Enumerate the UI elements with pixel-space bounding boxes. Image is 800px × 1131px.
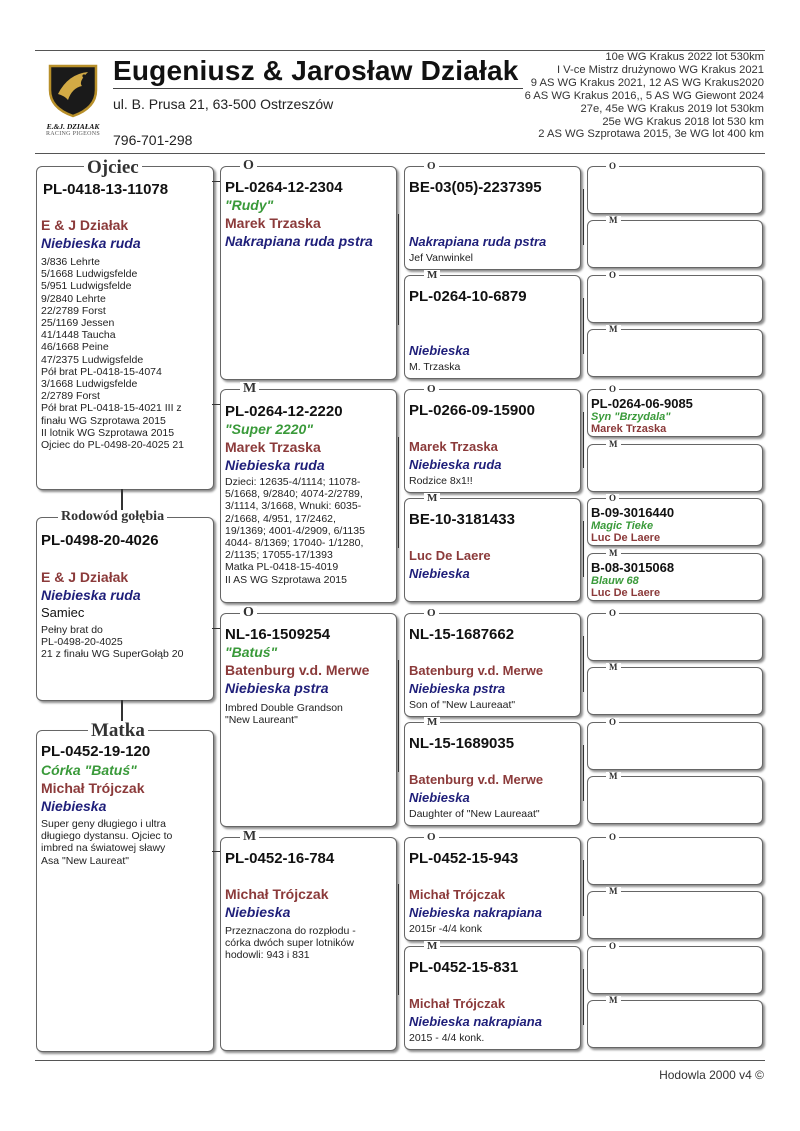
- tab-dam: M: [606, 663, 621, 672]
- mother-nick: Córka "Batuś": [41, 762, 137, 778]
- bracket-line: [583, 521, 584, 577]
- ancestor-card[interactable]: [587, 946, 763, 994]
- tab-dam: M: [606, 996, 621, 1005]
- mother-tab: Matka: [88, 721, 148, 740]
- note: Son of "New Laureaat": [409, 699, 516, 711]
- note: 2015r -4/4 konk: [409, 923, 482, 935]
- logo-subtext: RACING PIGEONS: [45, 131, 101, 137]
- owner-name: Eugeniusz & Jarosław Działak: [113, 55, 519, 86]
- nickname: "Rudy": [225, 197, 274, 213]
- pedigree-card[interactable]: [404, 837, 581, 941]
- plumage-color: Niebieska pstra: [409, 681, 506, 696]
- ring-number: PL-0264-12-2304: [225, 179, 343, 196]
- mother-notes: Super geny długiego i ultra długiego dystansu. Ojciec to imbred na światowej sławy Asa "New Laureat": [41, 818, 173, 867]
- granddam-maternal-card[interactable]: [220, 837, 397, 1051]
- plumage-color: Nakrapiana ruda pstra: [409, 234, 547, 249]
- bracket-line: [398, 660, 399, 772]
- father-card[interactable]: [36, 166, 214, 490]
- tab-dam: M: [240, 830, 259, 844]
- pedigree-card[interactable]: [404, 613, 581, 717]
- bracket-line: [583, 745, 584, 801]
- pedigree-card[interactable]: [404, 722, 581, 826]
- tab-sire: O: [606, 162, 619, 171]
- notes: Przeznaczona do rozpłodu - córka dwóch super lotników hodowli: 943 i 831: [225, 925, 356, 962]
- ring-number: NL-16-1509254: [225, 626, 331, 643]
- breeder: Michał Trójczak: [409, 887, 506, 902]
- breeder: Batenburg v.d. Merwe: [409, 663, 544, 678]
- tab-dam: M: [240, 382, 259, 396]
- nickname: Blauw 68: [591, 575, 639, 587]
- tab-dam: M: [606, 887, 621, 896]
- achievement-line: 6 AS WG Krakus 2016,, 5 AS WG Giewont 2024: [524, 89, 764, 102]
- pedigree-card[interactable]: [404, 275, 581, 379]
- tab-dam: M: [424, 270, 440, 281]
- nickname: Syn "Brzydala": [591, 411, 671, 423]
- ring-number: BE-10-3181433: [409, 511, 515, 528]
- father-color: Niebieska ruda: [41, 235, 141, 251]
- ring-number: B-09-3016440: [591, 505, 675, 520]
- notes: Dzieci: 12635-4/1114; 11078- 5/1668, 9/2840; 4074-2/2789, 3/1114, 3/1668, Wnuki: 6035- 2/1668, 4/951, 17/2462, 19/1369; 4001-4/2909, 6/1135 4044- 8/1369; 17040- 1/1280, 2/1135; 17055-17/1393 Matka PL-0418-15-4019 II AS WG Szprotawa 2015: [225, 476, 365, 586]
- ring-number: NL-15-1687662: [409, 626, 515, 643]
- ring-number: PL-0264-10-6879: [409, 288, 527, 305]
- breeder: Batenburg v.d. Merwe: [409, 772, 544, 787]
- ancestor-card[interactable]: [587, 837, 763, 885]
- tick: [212, 404, 220, 405]
- footer-text: Hodowla 2000 v4 ©: [659, 1068, 764, 1082]
- achievement-line: 2 AS WG Szprotawa 2015, 3e WG lot 400 km: [538, 128, 764, 141]
- name-underline: [113, 88, 523, 89]
- bracket-line: [583, 412, 584, 468]
- tab-sire: O: [606, 271, 619, 280]
- breeder: Michał Trójczak: [225, 886, 329, 902]
- tab-dam: M: [606, 772, 621, 781]
- ancestor-card[interactable]: [587, 722, 763, 770]
- bracket-line: [398, 437, 399, 548]
- achievement-line: 27e, 45e WG Krakus 2019 lot 530km: [580, 102, 764, 115]
- notes: Imbred Double Grandson "New Laureant": [225, 702, 343, 727]
- ancestor-card[interactable]: [587, 444, 763, 492]
- subject-tab: Rodowód gołębia: [58, 510, 167, 524]
- bracket-line: [583, 969, 584, 1025]
- ancestor-card[interactable]: [587, 776, 763, 824]
- ancestor-card[interactable]: [587, 166, 763, 214]
- plumage-color: Niebieska nakrapiana: [409, 905, 542, 920]
- father-ring: PL-0418-13-11078: [43, 181, 169, 198]
- breeder: Marek Trzaska: [591, 423, 667, 435]
- tab-dam: M: [606, 440, 621, 449]
- subject-notes: Pełny brat do PL-0498-20-4025 21 z finału WG SuperGołąb 20: [41, 624, 184, 661]
- subject-sex: Samiec: [41, 605, 85, 620]
- footer-rule: [35, 1060, 765, 1061]
- tab-sire: O: [606, 718, 619, 727]
- tab-sire: O: [424, 608, 439, 619]
- plumage-color: Niebieska: [409, 566, 470, 581]
- mother-card[interactable]: [36, 730, 214, 1052]
- ring-number: PL-0452-16-784: [225, 850, 335, 867]
- bracket-line: [583, 860, 584, 916]
- tab-dam: M: [606, 216, 621, 225]
- breeder: Luc De Laere: [591, 532, 661, 544]
- plumage-color: Niebieska ruda: [225, 457, 325, 473]
- ancestor-card[interactable]: [587, 220, 763, 268]
- note: 2015 - 4/4 konk.: [409, 1032, 485, 1044]
- logo-text: E.&J. DZIAŁAK: [46, 122, 100, 131]
- ancestor-card[interactable]: [587, 389, 763, 437]
- tab-dam: M: [606, 549, 621, 558]
- mother-ring: PL-0452-19-120: [41, 743, 151, 760]
- ancestor-card[interactable]: [587, 553, 763, 601]
- breeder: Luc De Laere: [591, 587, 661, 599]
- nickname: "Batuś": [225, 644, 278, 660]
- grandsire-maternal-card[interactable]: [220, 613, 397, 827]
- plumage-color: Niebieska nakrapiana: [409, 1014, 542, 1029]
- ring-number: PL-0266-09-15900: [409, 402, 535, 419]
- pigeon-shield-icon: [38, 60, 108, 118]
- plumage-color: Niebieska ruda: [409, 457, 502, 472]
- note: Rodzice 8x1!!: [409, 475, 473, 487]
- subject-color: Niebieska ruda: [41, 587, 141, 603]
- tab-sire: O: [606, 385, 619, 394]
- ring-number: BE-03(05)-2237395: [409, 179, 542, 196]
- note: Jef Vanwinkel: [409, 252, 474, 264]
- achievement-line: I V-ce Mistrz drużynowo WG Krakus 2021: [556, 63, 764, 76]
- bracket-line: [583, 636, 584, 692]
- ring-number: B-08-3015068: [591, 560, 675, 575]
- breeder: Marek Trzaska: [225, 439, 321, 455]
- mother-color: Niebieska: [41, 798, 107, 814]
- ancestor-card[interactable]: [587, 1000, 763, 1048]
- plumage-color: Niebieska pstra: [225, 680, 329, 696]
- tab-sire: O: [606, 494, 619, 503]
- grandsire-paternal-card[interactable]: [220, 166, 397, 380]
- bracket-line: [583, 298, 584, 354]
- ancestor-card[interactable]: [587, 891, 763, 939]
- breeder: Marek Trzaska: [225, 215, 321, 231]
- father-notes: 3/836 Lehrte 5/1668 Ludwigsfelde 5/951 Ludwigsfelde 9/2840 Lehrte 22/2789 Forst 25/1169 Jessen 41/1448 Taucha 46/1668 Peine 47/2375 Ludwigsfelde Pół brat PL-0418-15-4074 3/1668 Ludwigsfelde 2/2789 Forst Pół brat PL-0418-15-4021 III z finału WG Szprotawa 2015 II lotnik WG Szprotawa 2015 Ojciec do PL-0498-20-4025 21: [41, 256, 185, 452]
- plumage-color: Niebieska: [225, 904, 291, 920]
- connector-line: [121, 489, 123, 511]
- tab-sire: O: [424, 832, 439, 843]
- father-breeder: E & J Działak: [41, 217, 129, 233]
- ancestor-card[interactable]: [587, 667, 763, 715]
- tab-dam: M: [424, 493, 440, 504]
- breeder: Luc De Laere: [409, 548, 491, 563]
- pedigree-card[interactable]: [404, 389, 581, 493]
- tab-sire: O: [606, 942, 619, 951]
- tab-sire: O: [240, 159, 257, 173]
- nickname: "Super 2220": [225, 421, 313, 437]
- note: M. Trzaska: [409, 361, 461, 373]
- ancestor-card[interactable]: [587, 613, 763, 661]
- ancestor-card[interactable]: [587, 498, 763, 546]
- achievement-line: 10e WG Krakus 2022 lot 530km: [605, 51, 764, 63]
- phone: 796-701-298: [113, 132, 193, 148]
- achievement-line: 25e WG Krakus 2018 lot 530 km: [602, 115, 764, 128]
- father-tab: Ojciec: [84, 158, 142, 177]
- ancestor-card[interactable]: [587, 329, 763, 377]
- logo: [38, 60, 108, 137]
- tab-dam: M: [424, 941, 440, 952]
- subject-ring: PL-0498-20-4026: [41, 532, 159, 549]
- nickname: Magic Tieke: [591, 520, 654, 532]
- achievements-list: [525, 51, 764, 141]
- ring-number: NL-15-1689035: [409, 735, 515, 752]
- tick: [212, 181, 220, 182]
- plumage-color: Niebieska: [409, 343, 470, 358]
- ring-number: PL-0452-15-831: [409, 959, 519, 976]
- tab-sire: O: [606, 609, 619, 618]
- tab-dam: M: [606, 325, 621, 334]
- granddam-paternal-card[interactable]: [220, 389, 397, 603]
- breeder: Marek Trzaska: [409, 439, 498, 454]
- breeder: Batenburg v.d. Merwe: [225, 662, 370, 678]
- plumage-color: Niebieska: [409, 790, 470, 805]
- pedigree-card[interactable]: [404, 498, 581, 602]
- plumage-color: Nakrapiana ruda pstra: [225, 233, 373, 249]
- tab-sire: O: [240, 606, 257, 620]
- achievement-line: 9 AS WG Krakus 2021, 12 AS WG Krakus2020: [530, 76, 764, 89]
- ancestor-card[interactable]: [587, 275, 763, 323]
- tick: [212, 851, 220, 852]
- tick: [212, 628, 220, 629]
- pedigree-card[interactable]: [404, 166, 581, 270]
- address: ul. B. Prusa 21, 63-500 Ostrzeszów: [113, 96, 334, 112]
- mother-breeder: Michał Trójczak: [41, 780, 145, 796]
- connector-line: [121, 700, 123, 722]
- subject-breeder: E & J Działak: [41, 569, 129, 585]
- note: Daughter of "New Laureaat": [409, 808, 540, 820]
- tab-sire: O: [424, 384, 439, 395]
- ring-number: PL-0452-15-943: [409, 850, 519, 867]
- ring-number: PL-0264-12-2220: [225, 403, 343, 420]
- header-rule: [35, 153, 765, 154]
- pedigree-card[interactable]: [404, 946, 581, 1050]
- bracket-line: [398, 884, 399, 995]
- subject-card[interactable]: [36, 517, 214, 701]
- bracket-line: [583, 189, 584, 245]
- tab-sire: O: [424, 161, 439, 172]
- breeder: Michał Trójczak: [409, 996, 506, 1011]
- tab-sire: O: [606, 833, 619, 842]
- bracket-line: [398, 214, 399, 325]
- tab-dam: M: [424, 717, 440, 728]
- ring-number: PL-0264-06-9085: [591, 396, 693, 411]
